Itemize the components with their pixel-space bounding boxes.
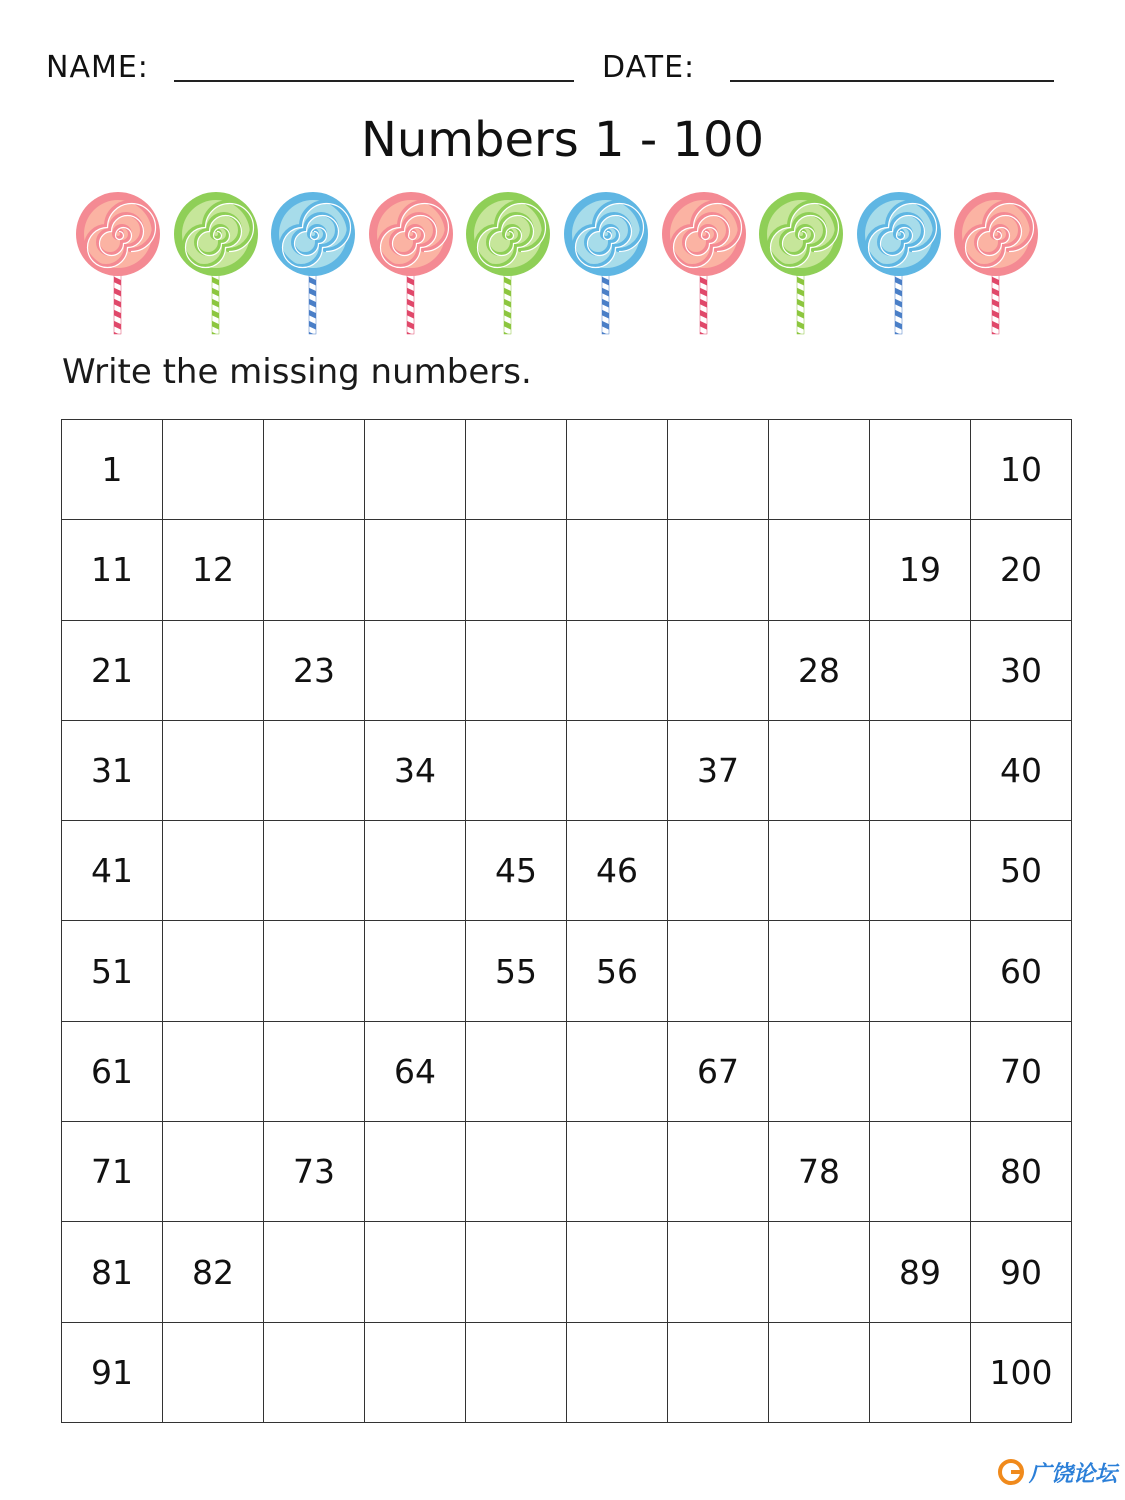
grid-cell-blank[interactable] (466, 1222, 567, 1322)
header-row (46, 44, 1056, 94)
grid-cell-blank[interactable] (365, 821, 466, 921)
date-field-line[interactable] (730, 80, 1054, 82)
grid-cell-number: 91 (62, 1322, 163, 1422)
grid-cell-number: 89 (870, 1222, 971, 1322)
grid-cell-blank[interactable] (264, 520, 365, 620)
lollipop-blue-icon (851, 190, 947, 340)
grid-cell-blank[interactable] (769, 821, 870, 921)
grid-cell-number: 12 (163, 520, 264, 620)
grid-cell-blank[interactable] (567, 1322, 668, 1422)
grid-cell-blank[interactable] (163, 720, 264, 820)
grid-cell-number: 67 (668, 1021, 769, 1121)
grid-cell-blank[interactable] (567, 1222, 668, 1322)
name-label: NAME: (46, 50, 149, 85)
grid-cell-blank[interactable] (870, 620, 971, 720)
grid-cell-blank[interactable] (264, 921, 365, 1021)
lollipop-green-icon (753, 190, 849, 340)
grid-cell-number: 46 (567, 821, 668, 921)
lollipop-green-icon (460, 190, 556, 340)
grid-cell-number: 71 (62, 1122, 163, 1222)
grid-cell-number: 34 (365, 720, 466, 820)
grid-cell-blank[interactable] (567, 620, 668, 720)
grid-cell-blank[interactable] (264, 821, 365, 921)
grid-cell-number: 45 (466, 821, 567, 921)
lollipop-row (70, 190, 1055, 340)
grid-cell-number: 28 (769, 620, 870, 720)
grid-row (62, 921, 1072, 1021)
grid-cell-number: 21 (62, 620, 163, 720)
grid-cell-blank[interactable] (365, 1222, 466, 1322)
grid-cell-blank[interactable] (365, 921, 466, 1021)
lollipop-pink-icon (363, 190, 459, 340)
grid-cell-blank[interactable] (769, 520, 870, 620)
grid-cell-number: 10 (971, 420, 1072, 520)
grid-row (62, 1222, 1072, 1322)
grid-cell-blank[interactable] (870, 1122, 971, 1222)
grid-cell-blank[interactable] (769, 420, 870, 520)
grid-cell-number: 51 (62, 921, 163, 1021)
grid-cell-blank[interactable] (466, 520, 567, 620)
grid-cell-number: 81 (62, 1222, 163, 1322)
grid-cell-blank[interactable] (870, 821, 971, 921)
grid-cell-number: 19 (870, 520, 971, 620)
grid-cell-blank[interactable] (668, 1122, 769, 1222)
grid-cell-blank[interactable] (870, 420, 971, 520)
grid-cell-blank[interactable] (264, 1021, 365, 1121)
grid-row (62, 620, 1072, 720)
grid-cell-number: 100 (971, 1322, 1072, 1422)
lollipop-blue-icon (265, 190, 361, 340)
lollipop-blue-icon (558, 190, 654, 340)
grid-cell-number: 80 (971, 1122, 1072, 1222)
grid-cell-blank[interactable] (668, 520, 769, 620)
grid-cell-blank[interactable] (466, 620, 567, 720)
grid-cell-number: 55 (466, 921, 567, 1021)
grid-cell-number: 50 (971, 821, 1072, 921)
grid-cell-blank[interactable] (870, 921, 971, 1021)
date-label: DATE: (602, 50, 696, 85)
grid-cell-blank[interactable] (264, 1322, 365, 1422)
grid-cell-blank[interactable] (769, 1021, 870, 1121)
lollipop-green-icon (168, 190, 264, 340)
grid-cell-blank[interactable] (769, 921, 870, 1021)
grid-cell-blank[interactable] (769, 720, 870, 820)
grid-cell-number: 31 (62, 720, 163, 820)
grid-cell-blank[interactable] (567, 720, 668, 820)
grid-cell-number: 60 (971, 921, 1072, 1021)
page-title: Numbers 1 - 100 (360, 112, 765, 168)
grid-cell-blank[interactable] (163, 921, 264, 1021)
grid-cell-blank[interactable] (870, 1021, 971, 1121)
grid-cell-blank[interactable] (668, 1322, 769, 1422)
grid-cell-blank[interactable] (163, 1021, 264, 1121)
grid-cell-blank[interactable] (365, 520, 466, 620)
grid-row (62, 1322, 1072, 1422)
watermark-text: 广饶论坛 (1028, 1461, 1117, 1487)
grid-cell-blank[interactable] (769, 1222, 870, 1322)
grid-cell-number: 37 (668, 720, 769, 820)
grid-cell-number: 23 (264, 620, 365, 720)
grid-row (62, 720, 1072, 820)
grid-cell-blank[interactable] (668, 620, 769, 720)
grid-cell-blank[interactable] (163, 620, 264, 720)
grid-cell-number: 41 (62, 821, 163, 921)
grid-cell-number: 78 (769, 1122, 870, 1222)
grid-cell-number: 70 (971, 1021, 1072, 1121)
grid-cell-number: 61 (62, 1021, 163, 1121)
grid-cell-blank[interactable] (365, 1322, 466, 1422)
grid-row (62, 520, 1072, 620)
grid-cell-blank[interactable] (567, 1122, 668, 1222)
grid-cell-blank[interactable] (466, 1322, 567, 1422)
grid-cell-blank[interactable] (870, 720, 971, 820)
grid-row (62, 821, 1072, 921)
grid-cell-blank[interactable] (466, 1122, 567, 1222)
grid-cell-blank[interactable] (870, 1322, 971, 1422)
grid-cell-blank[interactable] (567, 420, 668, 520)
grid-row (62, 1122, 1072, 1222)
grid-cell-number: 73 (264, 1122, 365, 1222)
grid-cell-blank[interactable] (668, 921, 769, 1021)
grid-cell-blank[interactable] (466, 420, 567, 520)
grid-cell-blank[interactable] (769, 1322, 870, 1422)
instruction-text: Write the missing numbers. (62, 352, 532, 392)
grid-cell-number: 90 (971, 1222, 1072, 1322)
grid-cell-blank[interactable] (365, 420, 466, 520)
grid-cell-blank[interactable] (264, 420, 365, 520)
grid-cell-number: 30 (971, 620, 1072, 720)
grid-cell-number: 64 (365, 1021, 466, 1121)
grid-cell-number: 1 (62, 420, 163, 520)
grid-cell-blank[interactable] (264, 720, 365, 820)
lollipop-pink-icon (948, 190, 1044, 340)
grid-cell-blank[interactable] (365, 1122, 466, 1222)
grid-cell-number: 56 (567, 921, 668, 1021)
watermark (997, 1452, 1117, 1492)
grid-row (62, 1021, 1072, 1121)
grid-cell-blank[interactable] (567, 1021, 668, 1121)
grid-cell-blank[interactable] (668, 420, 769, 520)
name-field-line[interactable] (174, 80, 574, 82)
lollipop-pink-icon (70, 190, 166, 340)
grid-cell-blank[interactable] (163, 1122, 264, 1222)
grid-cell-blank[interactable] (567, 520, 668, 620)
grid-cell-blank[interactable] (668, 821, 769, 921)
grid-cell-blank[interactable] (163, 821, 264, 921)
grid-cell-blank[interactable] (264, 1222, 365, 1322)
lollipop-pink-icon (656, 190, 752, 340)
grid-cell-blank[interactable] (466, 720, 567, 820)
watermark-logo-icon (997, 1458, 1025, 1486)
grid-cell-blank[interactable] (466, 1021, 567, 1121)
grid-cell-number: 20 (971, 520, 1072, 620)
grid-cell-blank[interactable] (163, 420, 264, 520)
grid-cell-number: 40 (971, 720, 1072, 820)
grid-cell-blank[interactable] (365, 620, 466, 720)
grid-cell-number: 82 (163, 1222, 264, 1322)
grid-cell-number: 11 (62, 520, 163, 620)
grid-cell-blank[interactable] (163, 1322, 264, 1422)
grid-row (62, 420, 1072, 520)
number-grid (61, 419, 1072, 1423)
grid-cell-blank[interactable] (668, 1222, 769, 1322)
